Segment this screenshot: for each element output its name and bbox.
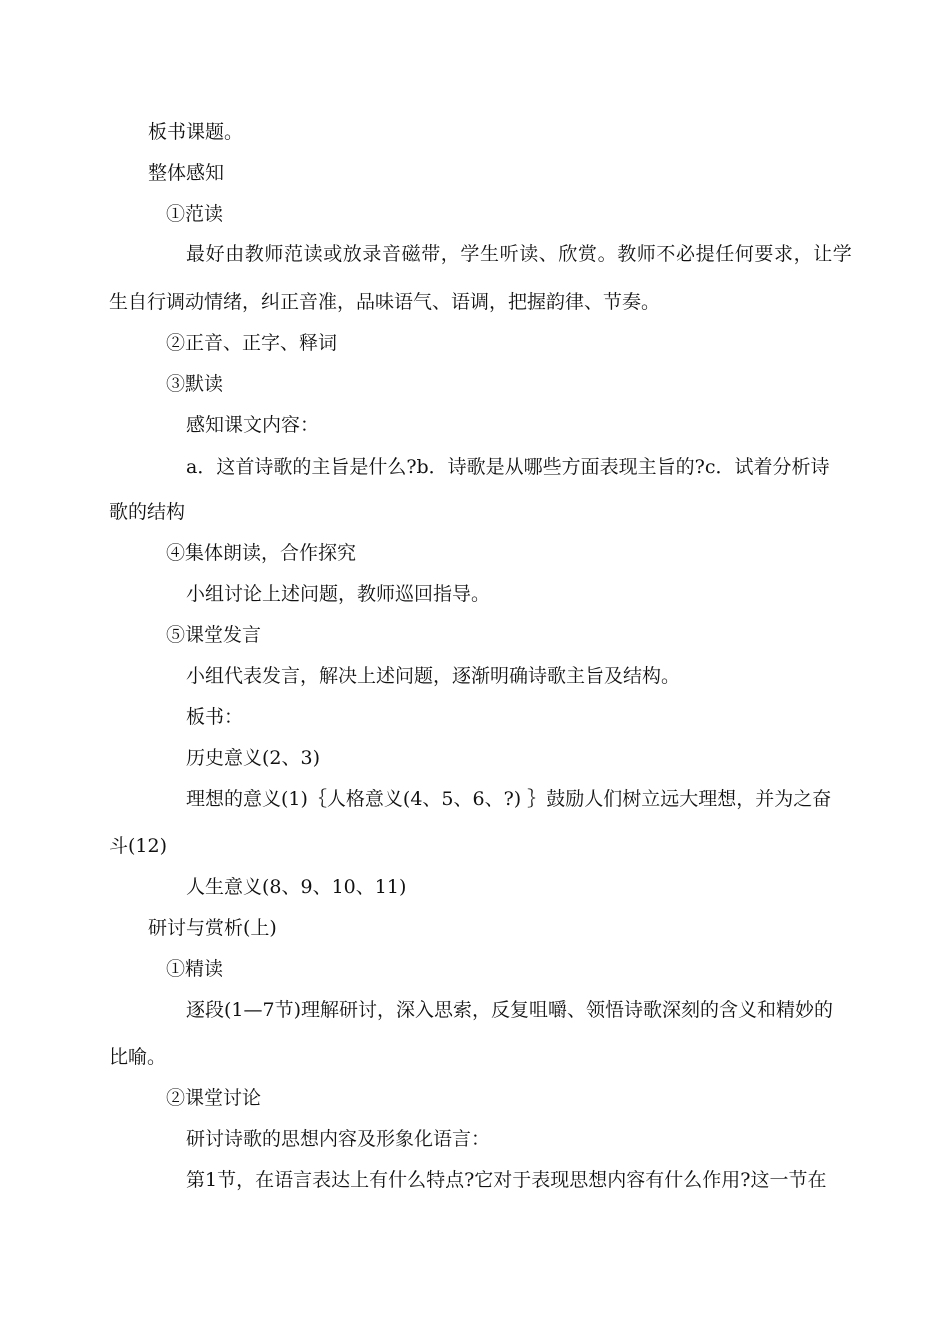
step-heading: ④集体朗读，合作探究 — [166, 542, 357, 564]
blackboard-line: 历史意义(2、3) — [186, 747, 321, 769]
paragraph-line: 小组代表发言，解决上述问题，逐渐明确诗歌主旨及结构。 — [186, 665, 681, 687]
blackboard-line: 理想的意义(1)｛人格意义(4、5、6、?) ｝鼓励人们树立远大理想，并为之奋 — [186, 788, 832, 810]
paragraph-line: 感知课文内容： — [186, 414, 320, 436]
paragraph-line: 歌的结构 — [109, 501, 186, 523]
section-heading: 研讨与赏析(上) — [148, 917, 277, 939]
paragraph-line: 研讨诗歌的思想内容及形象化语言： — [186, 1128, 491, 1150]
paragraph-line: 生自行调动情绪，纠正音准，品味语气、语调，把握韵律、节奏。 — [109, 291, 661, 313]
paragraph-line: 小组讨论上述问题，教师巡回指导。 — [186, 583, 491, 605]
paragraph-line: 比喻。 — [109, 1046, 167, 1068]
blackboard-line: 斗(12) — [109, 835, 168, 857]
paragraph-line: 第1节，在语言表达上有什么特点?它对于表现思想内容有什么作用?这一节在 — [186, 1169, 827, 1191]
step-heading: ②课堂讨论 — [166, 1087, 262, 1109]
blackboard-line: 人生意义(8、9、10、11) — [186, 876, 407, 898]
paragraph-line: 最好由教师范读或放录音磁带，学生听读、欣赏。教师不必提任何要求，让学 — [186, 243, 853, 265]
step-heading: ③默读 — [166, 373, 224, 395]
text-line: 板书课题。 — [148, 121, 244, 143]
step-heading: ⑤课堂发言 — [166, 624, 262, 646]
section-heading: 整体感知 — [148, 162, 225, 184]
paragraph-line: 逐段(1—7节)理解研讨，深入思索，反复咀嚼、领悟诗歌深刻的含义和精妙的 — [186, 999, 834, 1021]
paragraph-line: a．这首诗歌的主旨是什么?b．诗歌是从哪些方面表现主旨的?c．试着分析诗 — [186, 456, 830, 478]
paragraph-line: 板书： — [186, 706, 244, 728]
step-heading: ①范读 — [166, 203, 224, 225]
step-heading: ②正音、正字、释词 — [166, 332, 338, 354]
step-heading: ①精读 — [166, 958, 224, 980]
